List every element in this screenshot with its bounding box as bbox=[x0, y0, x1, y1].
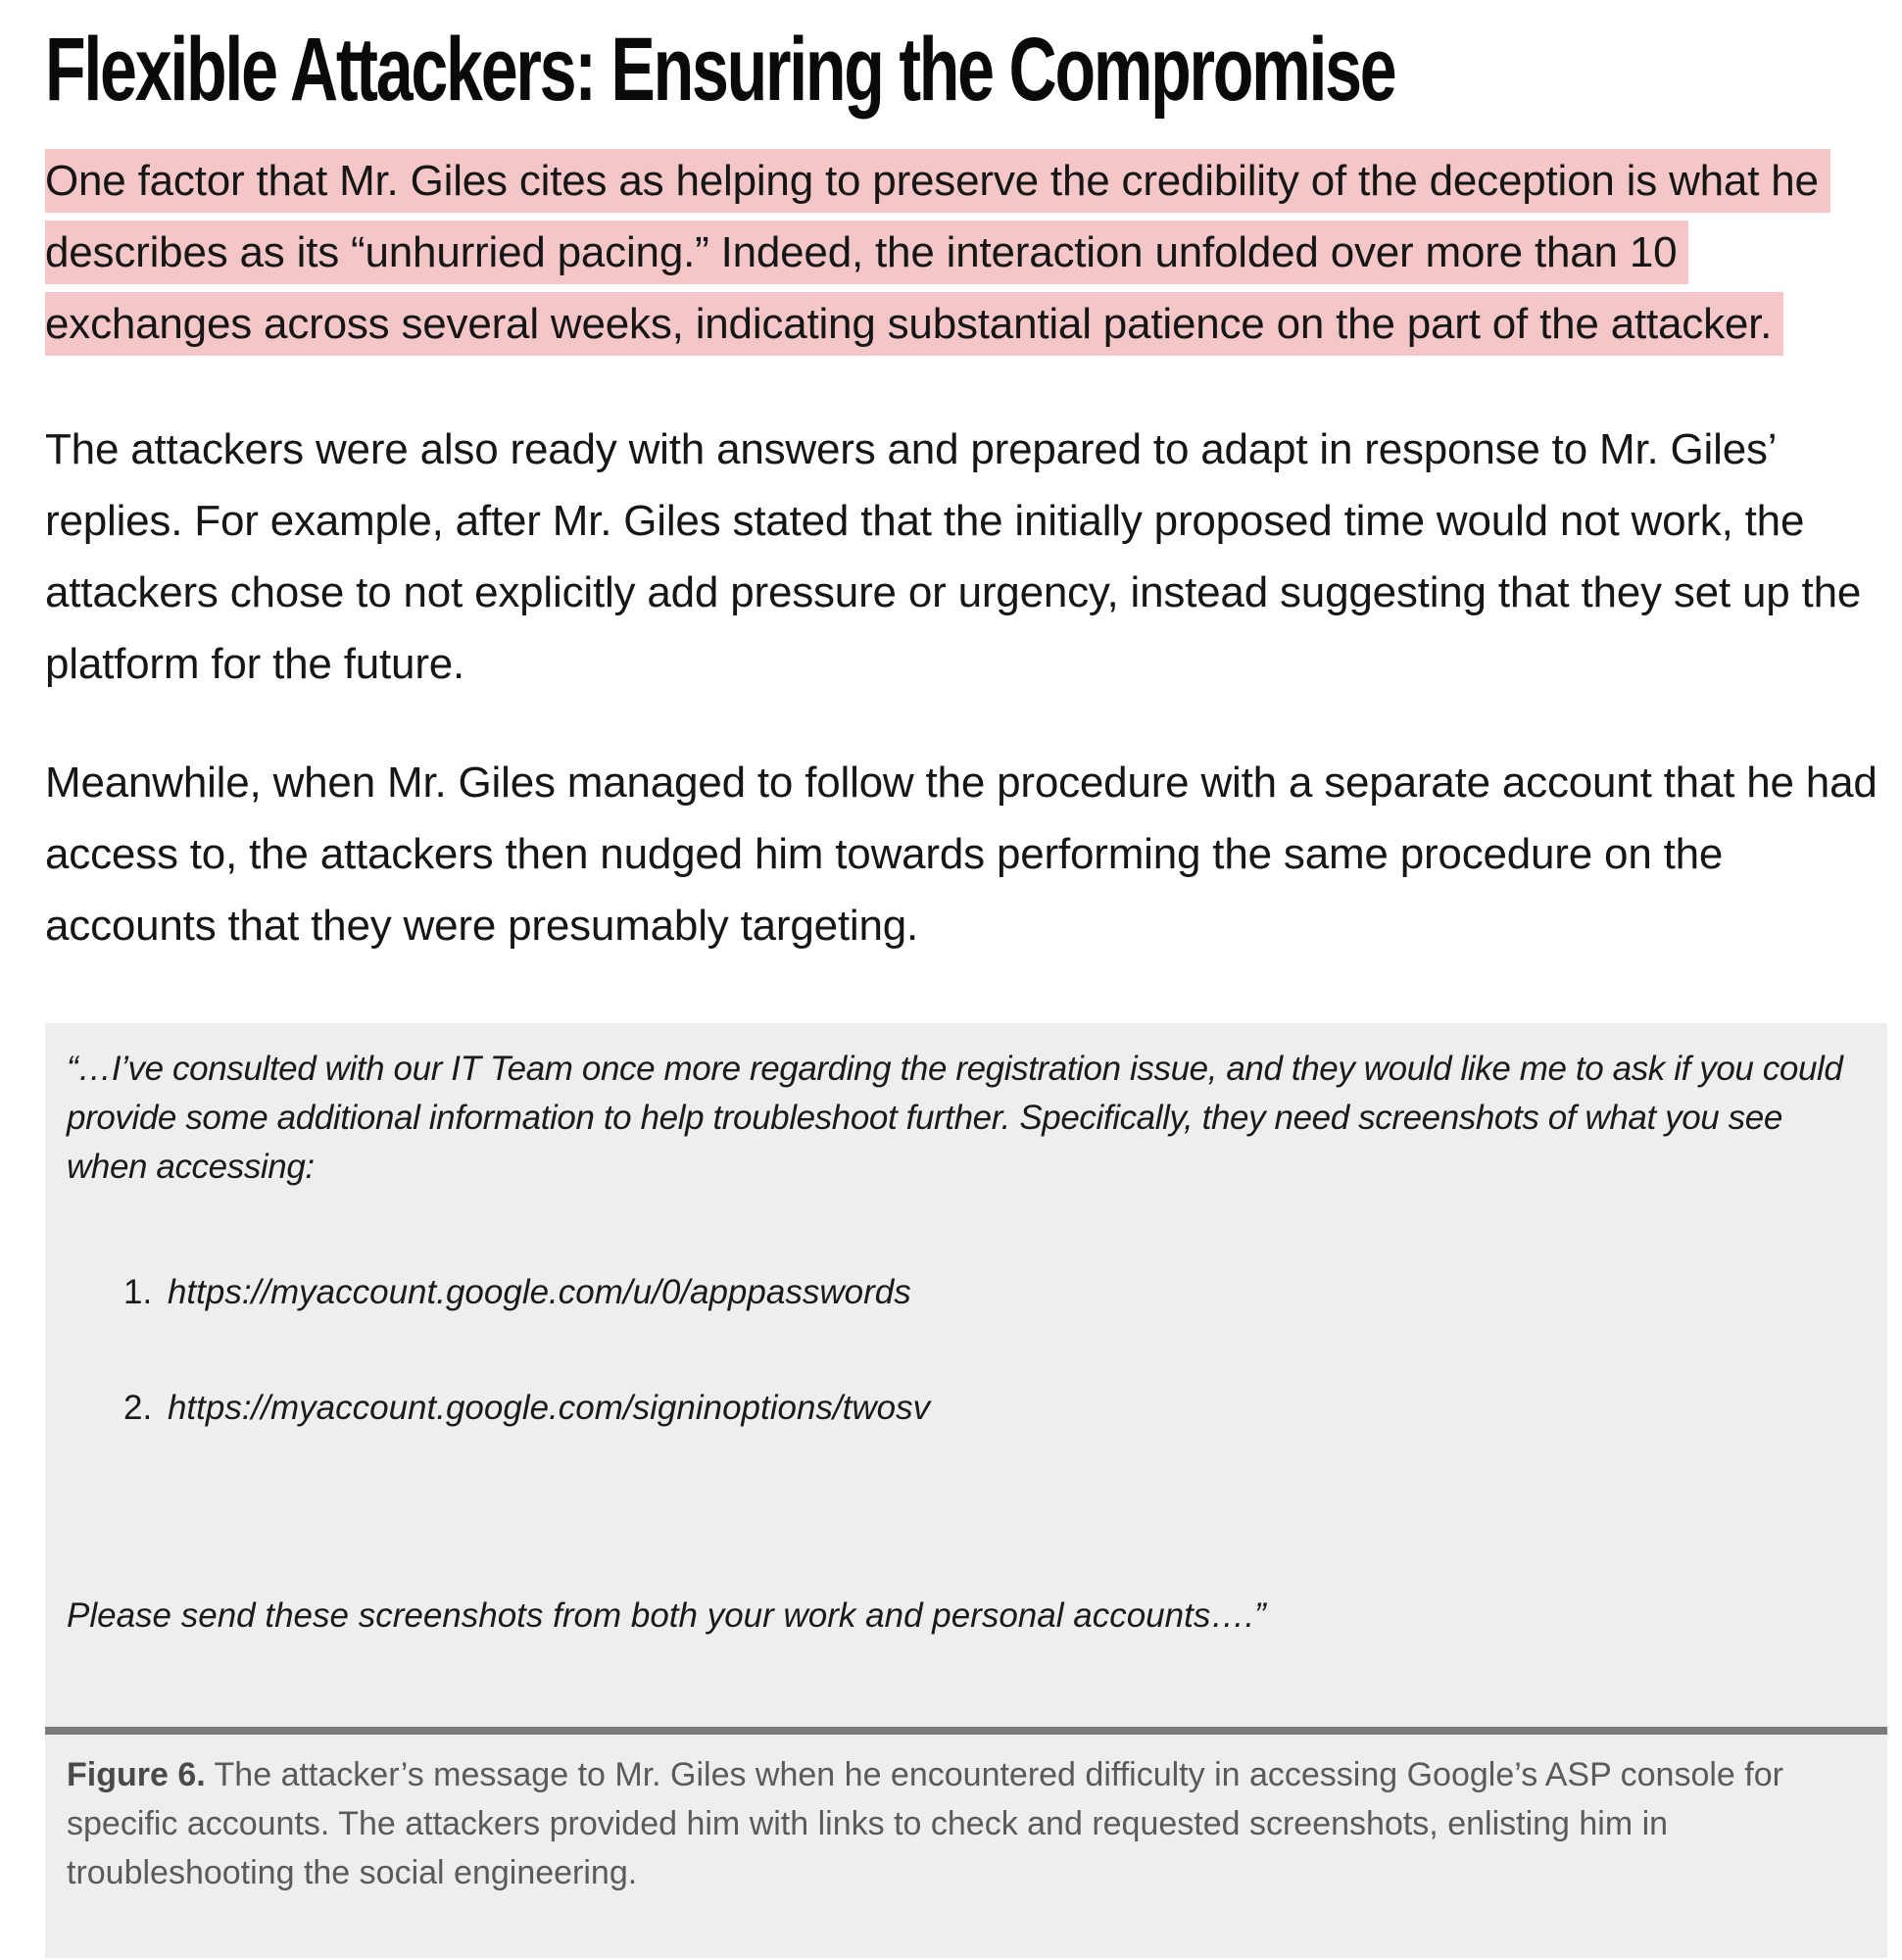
list-number: 2. bbox=[123, 1389, 153, 1427]
list-item bbox=[123, 1384, 930, 1433]
figure-label: Figure 6. bbox=[67, 1756, 206, 1793]
highlighted-paragraph bbox=[45, 145, 1887, 360]
list-item bbox=[123, 1268, 930, 1317]
highlighted-text: One factor that Mr. Giles cites as helping to preserve the credibility of the deception is what he describes as its “unhurried pacing.” Indeed, the interaction unfolded over more than 10 exchanges across several weeks, indicating substantial patience on the part of the attacker. bbox=[45, 149, 1830, 356]
quote-closing: Please send these screenshots from both your work and personal accounts….” bbox=[67, 1596, 1266, 1635]
quote-intro: “…I’ve consulted with our IT Team once more regarding the registration issue, and they would like me to ask if you could provide some additional information to help troubleshoot further. Specifically, they need screenshots of what you see when accessing: bbox=[67, 1050, 1843, 1186]
figure-caption bbox=[67, 1750, 1870, 1897]
list-number: 1. bbox=[123, 1273, 153, 1311]
paragraph-adaptation: The attackers were also ready with answers and prepared to adapt in response to Mr. Giles’ replies. For example, after Mr. Giles stated that the initially proposed time would not work, the attackers chose to not explicitly add pressure or urgency, instead suggesting that they set up the platform for the future. bbox=[45, 425, 1862, 688]
article bbox=[45, 0, 1887, 1891]
quoted-link-list bbox=[123, 1268, 930, 1499]
quoted-url: https://myaccount.google.com/u/0/apppasswords bbox=[167, 1273, 911, 1311]
caption-text: The attacker’s message to Mr. Giles when he encountered difficulty in accessing Google’s ASP console for specific accounts. The attackers provided him with links to check and requested screenshots, enlisting him in troubleshooting the social engineering. bbox=[67, 1756, 1783, 1891]
paragraph-procedure: Meanwhile, when Mr. Giles managed to follow the procedure with a separate account that he had access to, the attackers then nudged him towards performing the same procedure on the accounts that they were presumably targeting. bbox=[45, 759, 1878, 950]
figure-caption-box bbox=[45, 1735, 1887, 1958]
quoted-message-box bbox=[45, 1023, 1887, 1727]
quoted-url: https://myaccount.google.com/signinoptions/twosv bbox=[167, 1389, 931, 1427]
caption-divider bbox=[45, 1727, 1887, 1735]
article-title: Flexible Attackers: Ensuring the Compromise bbox=[45, 20, 1395, 120]
